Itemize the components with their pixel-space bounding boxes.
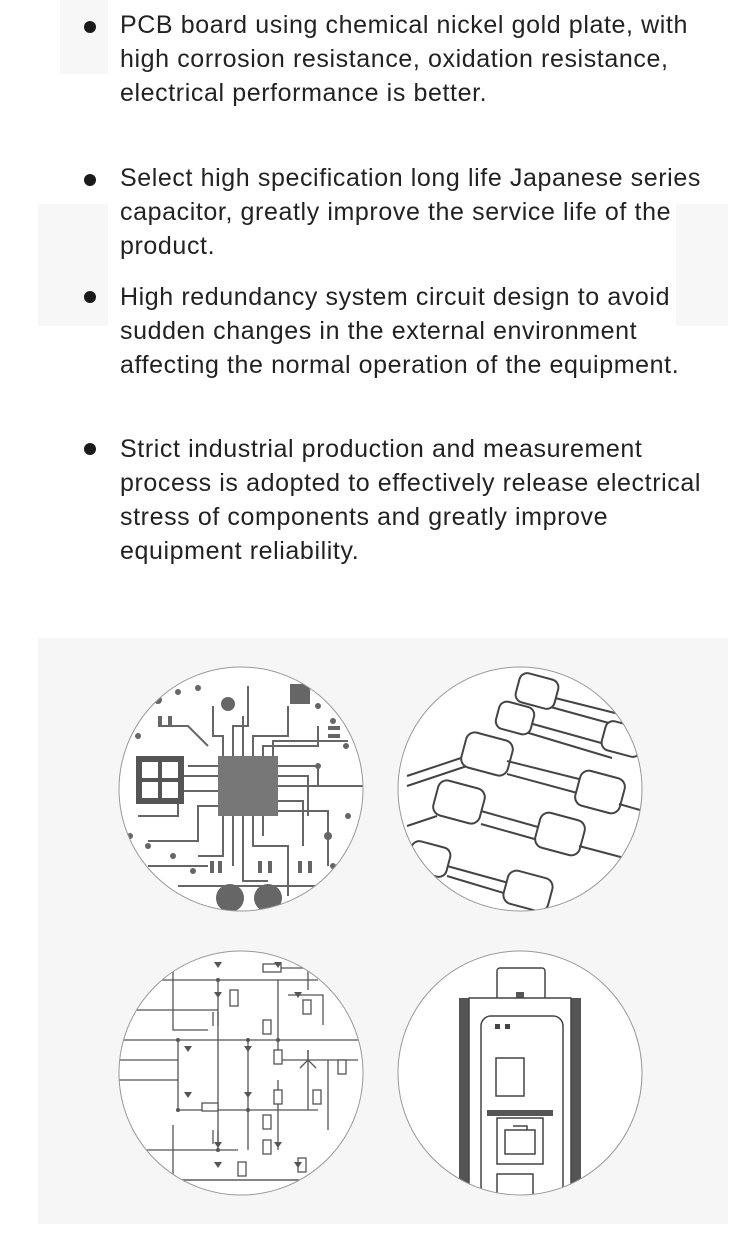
feature-text: Strict industrial production and measurement process is adopted to effectively release electrical stress of components and greatly improve equipment reliability. (120, 435, 702, 565)
bullet-icon (84, 174, 96, 186)
bullet-icon (84, 291, 96, 303)
din-rail-device-icon (397, 950, 643, 1196)
bullet-icon (84, 443, 96, 455)
background-artifact (38, 204, 108, 326)
pcb-chip-icon (118, 666, 364, 912)
capacitors-icon (397, 666, 643, 912)
circuit-schematic-icon (118, 950, 364, 1196)
background-artifact (60, 0, 108, 74)
feature-text: High redundancy system circuit design to avoid sudden changes in the external environment affecting the normal operation of the equipment. (120, 283, 680, 379)
bullet-icon (84, 21, 96, 33)
feature-text: Select high specification long life Japanese series capacitor, greatly improve the service life of the product. (120, 164, 701, 260)
feature-text: PCB board using chemical nickel gold plate, with high corrosion resistance, oxidation resistance, electrical performance is better. (120, 11, 688, 107)
